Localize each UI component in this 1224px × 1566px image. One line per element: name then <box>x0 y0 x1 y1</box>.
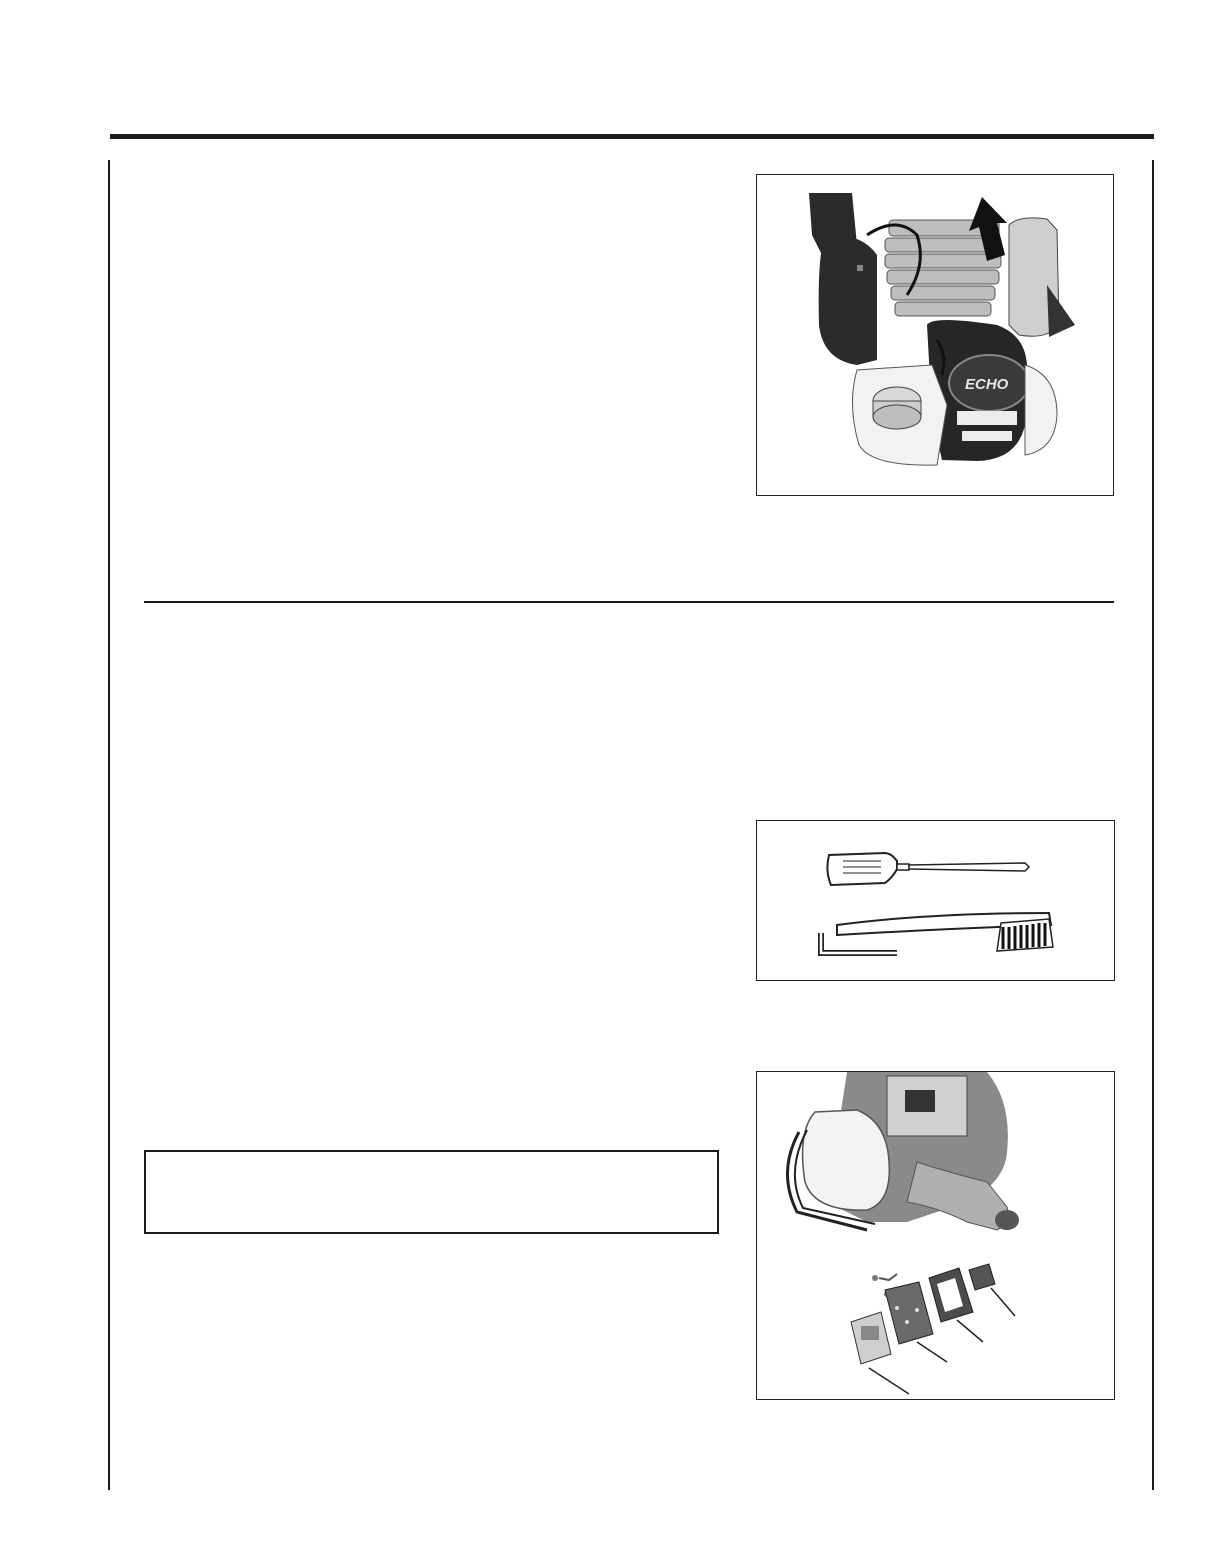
engine-logo: ECHO <box>965 376 1009 393</box>
engine-figure <box>756 174 1114 496</box>
header-rule <box>110 134 1154 139</box>
note-box <box>144 1150 719 1234</box>
tools-figure <box>756 820 1115 981</box>
muffler-exploded-photo-icon <box>757 1072 1113 1398</box>
engine-photo-icon <box>757 175 1112 494</box>
section-divider <box>144 601 1114 603</box>
left-margin-line <box>108 160 110 1490</box>
muffler-figure <box>756 1071 1115 1400</box>
right-margin-line <box>1152 160 1154 1490</box>
tools-drawing-icon <box>757 821 1113 979</box>
